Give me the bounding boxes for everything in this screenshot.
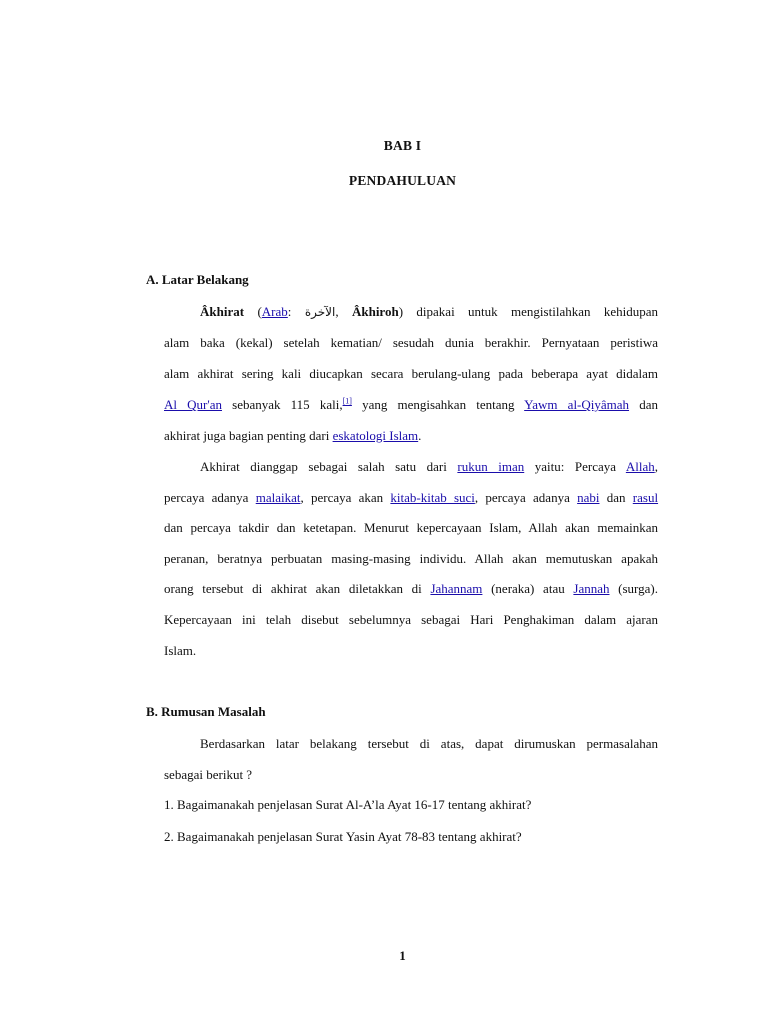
section-b-heading: B. Rumusan Masalah <box>146 704 266 719</box>
paragraph-1-line-5-start: akhirat juga bagian penting dari <box>164 428 330 443</box>
rumusan-item-2: 2. Bagaimanakah penjelasan Surat Yasin Ayat 78-83 tentang akhirat? <box>164 829 522 844</box>
footnote-ref-link[interactable]: [1] <box>342 396 352 406</box>
paragraph-2-line-1-start: Akhirat dianggap sebagai salah satu dari <box>200 459 447 474</box>
colon: : <box>287 304 292 319</box>
comma-2: , <box>654 459 658 474</box>
paragraph-1-line-3: alam akhirat sering kali diucapkan secara berulang-ulang pada beberapa ayat didalam <box>164 366 658 381</box>
paragraph-2-line-4: peranan, beratnya perbuatan masing-masing individu. Allah akan memutuskan apakah <box>164 551 658 566</box>
paragraph-2-line-3: dan percaya takdir dan ketetapan. Menurut kepercayaan Islam, Allah akan memainkan <box>164 520 658 535</box>
paragraph-2-line-2 <box>164 490 658 506</box>
paragraph-2-line-7: Islam. <box>164 643 197 658</box>
link-arab[interactable]: Arab <box>261 304 288 319</box>
link-allah[interactable]: Allah <box>625 459 655 474</box>
period: . <box>418 428 422 443</box>
paragraph-1-line-4-end: dan <box>639 397 658 412</box>
paragraph-2-line-5-end: (surga). <box>618 581 659 596</box>
arabic-word: الآخرة <box>304 305 336 319</box>
paragraph-2-line-2-mid: , percaya akan <box>300 490 384 505</box>
link-kitab-kitab-suci[interactable]: kitab-kitab suci <box>390 490 475 505</box>
link-eskatologi-islam[interactable]: eskatologi Islam <box>332 428 419 443</box>
paragraph-2-line-5-start: orang tersebut di akhirat akan diletakkan di <box>164 581 422 596</box>
page-number: 1 <box>399 948 406 963</box>
paragraph-1-line-1 <box>200 304 658 320</box>
paragraph-1-line-2: alam baka (kekal) setelah kematian/ sesudah dunia berakhir. Pernyataan peristiwa <box>164 335 658 350</box>
section-a-heading: A. Latar Belakang <box>146 272 249 287</box>
link-rukun-iman[interactable]: rukun iman <box>457 459 525 474</box>
paragraph-2-line-2-mid3: dan <box>606 490 626 505</box>
open-paren: ( <box>257 304 262 319</box>
paragraph-2-line-2-start: percaya adanya <box>164 490 249 505</box>
quran-count: sebanyak 115 kali, <box>232 397 343 412</box>
paragraph-2-line-1-mid: yaitu: Percaya <box>534 459 617 474</box>
link-rasul[interactable]: rasul <box>632 490 659 505</box>
paragraph-1-line-5 <box>164 428 658 444</box>
link-jannah[interactable]: Jannah <box>573 581 610 596</box>
paragraph-1-line-4 <box>164 397 658 413</box>
link-nabi[interactable]: nabi <box>577 490 600 505</box>
link-al-quran[interactable]: Al Qur'an <box>164 397 222 412</box>
link-jahannam[interactable]: Jahannam <box>430 581 483 596</box>
comma: , <box>335 304 339 319</box>
rumusan-item-1: 1. Bagaimanakah penjelasan Surat Al-A’la Ayat 16-17 tentang akhirat? <box>164 797 532 812</box>
rumusan-intro-line-1: Berdasarkan latar belakang tersebut di atas, dapat dirumuskan permasalahan <box>200 736 658 751</box>
paragraph-1-line-4-mid: yang mengisahkan tentang <box>362 397 515 412</box>
term-akhiroh: Âkhiroh <box>351 304 399 319</box>
chapter-title: PENDAHULUAN <box>348 173 457 188</box>
term-akhirat: Âkhirat <box>200 304 245 319</box>
paragraph-2-line-2-mid2: , percaya adanya <box>474 490 570 505</box>
paragraph-1-line-1-rest: ) dipakai untuk mengistilahkan kehidupan <box>398 304 659 319</box>
paragraph-2-line-6: Kepercayaan ini telah disebut sebelumnya sebagai Hari Penghakiman dalam ajaran <box>164 612 658 627</box>
paragraph-2-line-5 <box>164 581 658 597</box>
chapter-number: BAB I <box>383 138 422 153</box>
link-malaikat[interactable]: malaikat <box>255 490 301 505</box>
link-yawm-al-qiyamah[interactable]: Yawm al-Qiyâmah <box>524 397 630 412</box>
paragraph-2-line-1 <box>200 459 658 475</box>
rumusan-intro-line-2: sebagai berikut ? <box>164 767 253 782</box>
paragraph-2-line-5-mid: (neraka) atau <box>491 581 565 596</box>
